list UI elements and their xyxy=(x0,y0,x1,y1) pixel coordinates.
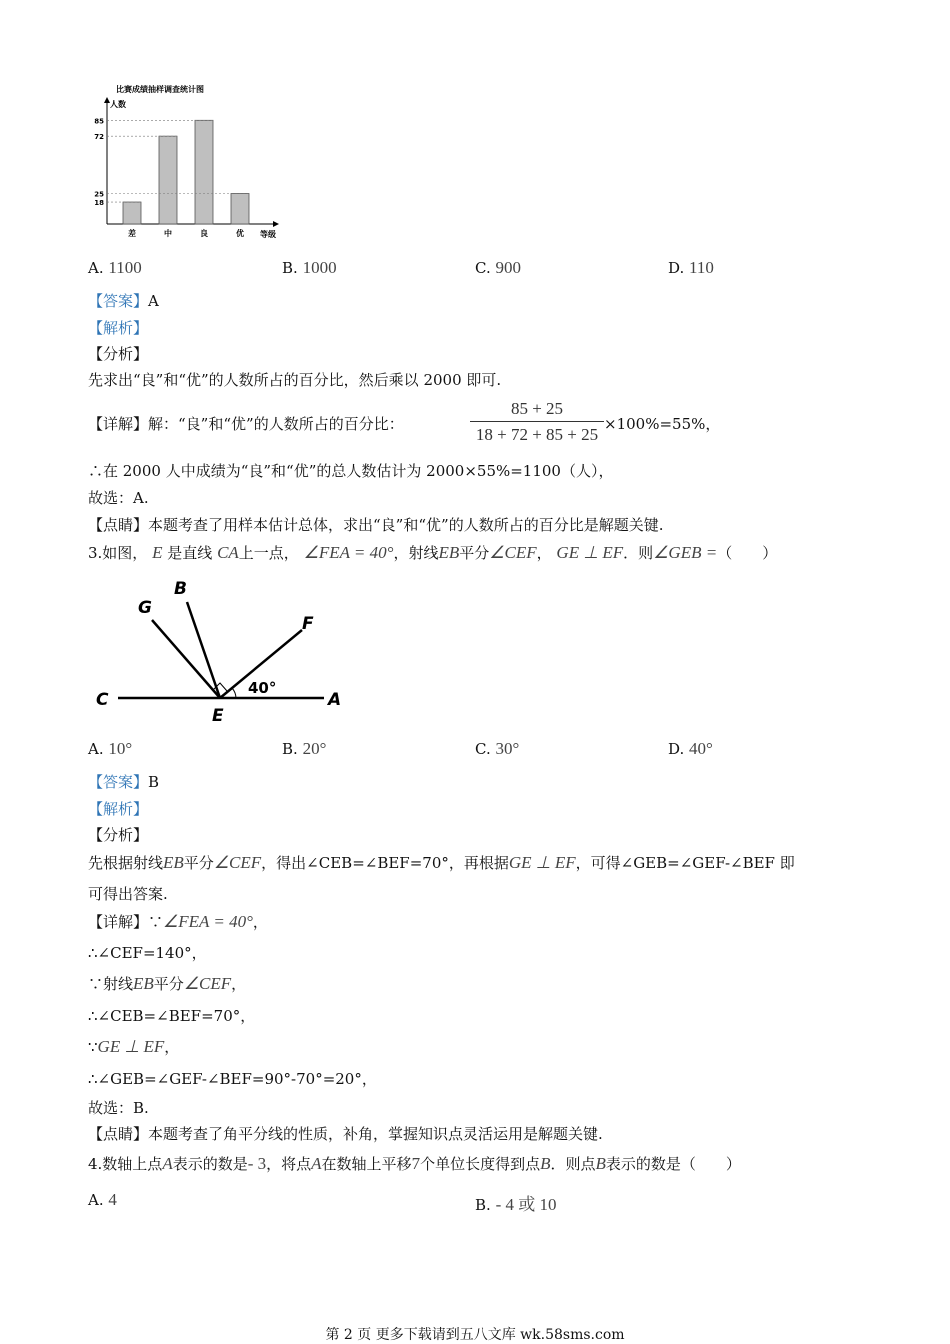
label-g: G xyxy=(138,598,152,618)
tick-label: 25 xyxy=(94,190,104,199)
q3-option-a[interactable] xyxy=(88,739,132,759)
math-perp: GE ⊥ EF xyxy=(556,543,624,562)
chart-ylabel: 人数 xyxy=(110,100,126,109)
category-label: 差 xyxy=(128,229,136,238)
math-cef: ∠CEF xyxy=(489,543,537,562)
stem-text: 个单位长度得到点 xyxy=(420,1155,541,1173)
q2-line-2: ∴在 2000 人中成绩为“良”和“优”的总人数估计为 2000×55%=1100（人）， xyxy=(88,462,614,480)
math-b: B xyxy=(540,1154,551,1173)
label-e: E xyxy=(212,706,224,726)
ray-eb xyxy=(187,602,220,698)
option-letter: A. xyxy=(88,740,104,758)
math-a: A xyxy=(311,1154,322,1173)
math-num: 7 xyxy=(411,1154,421,1173)
chart-title: 比赛成绩抽样调查统计图 xyxy=(116,85,204,94)
fenxi-text: 先根据射线 xyxy=(88,854,164,872)
q3-detail-3 xyxy=(88,974,246,994)
fenxi-text: ，得出∠CEB=∠BEF=70°，再根据 xyxy=(261,854,509,872)
q3-detail-7: 故选：B. xyxy=(88,1099,149,1117)
fenxi-text: ，可得∠GEB=∠GEF-∠BEF 即 xyxy=(575,854,795,872)
stem-text: 上一点， xyxy=(238,544,299,562)
detail-text: ∵ xyxy=(148,913,164,931)
math-angle-fea: ∠FEA = 40° xyxy=(163,912,253,931)
label-c: C xyxy=(96,690,109,710)
stem-text: 表示的数是（ ） xyxy=(605,1155,741,1173)
fraction-bar xyxy=(470,421,604,422)
option-letter: B. xyxy=(282,259,298,277)
q2-option-c[interactable] xyxy=(475,258,521,278)
option-value: 40° xyxy=(689,739,713,758)
page-footer: 第 2 页 更多下载请到五八文库 wk.58sms.com xyxy=(325,1327,625,1343)
label-b: B xyxy=(174,579,187,599)
option-letter: D. xyxy=(668,259,685,277)
q3-fenxi-line-2: 可得出答案. xyxy=(88,885,168,903)
math-num: - 3 xyxy=(247,1154,267,1173)
math-geb: ∠GEB = xyxy=(653,543,718,562)
angle-figure xyxy=(88,572,358,732)
q2-answer xyxy=(88,291,159,311)
q2-line-3: 故选：A. xyxy=(88,489,149,507)
option-value: 110 xyxy=(689,258,714,277)
option-value: 1000 xyxy=(302,258,337,277)
q2-option-b[interactable] xyxy=(282,258,337,278)
math-eb: EB xyxy=(163,853,184,872)
angle-label: 40° xyxy=(248,679,277,697)
category-label: 优 xyxy=(236,229,244,238)
stem-text: ．则 xyxy=(623,544,654,562)
option-letter: B. xyxy=(475,1196,491,1214)
q3-detail-2: ∴∠CEF=140°， xyxy=(88,944,207,962)
option-value: 1100 xyxy=(108,258,142,277)
math-perp: GE ⊥ EF xyxy=(508,853,576,872)
math-eb: EB xyxy=(133,974,154,993)
q2-fenxi-text: 先求出“良”和“优”的人数所占的百分比，然后乘以 2000 即可. xyxy=(88,371,502,389)
stem-text: （ ） xyxy=(717,544,778,562)
q3-detail-1 xyxy=(88,912,268,932)
math-cef: ∠CEF xyxy=(183,974,232,993)
detail-text: 解：“良”和“优”的人数所占的百分比： xyxy=(148,415,404,433)
math-e: E xyxy=(152,543,163,562)
math-eb: EB xyxy=(438,543,460,562)
option-value: - 4 或 10 xyxy=(495,1195,557,1214)
category-label: 良 xyxy=(200,229,208,238)
option-value: 20° xyxy=(302,739,327,758)
q3-stem xyxy=(88,543,777,563)
detail-text: ∵射线 xyxy=(88,975,134,993)
bar xyxy=(159,136,177,224)
q3-fenxi-tag: 【分析】 xyxy=(88,826,149,844)
q3-dianjing xyxy=(88,1124,603,1144)
q2-option-a[interactable] xyxy=(88,258,142,278)
answer-tag: 【答案】 xyxy=(88,773,149,791)
bar-chart xyxy=(88,80,298,250)
math-b: B xyxy=(595,1154,606,1173)
stem-text: ，将点 xyxy=(266,1155,312,1173)
detail-tag: 【详解】 xyxy=(88,913,149,931)
option-letter: D. xyxy=(668,740,685,758)
chart-bars xyxy=(123,120,249,224)
stem-text: 4.数轴上点 xyxy=(88,1155,163,1173)
option-value: 10° xyxy=(108,739,133,758)
detail-tail: ×100%=55%， xyxy=(604,415,721,433)
tick-label: 72 xyxy=(94,133,104,142)
ray-eg xyxy=(152,620,220,698)
stem-text: 3.如图， xyxy=(88,544,148,562)
dianjing-tag: 【点睛】 xyxy=(88,516,149,534)
q2-fenxi-tag: 【分析】 xyxy=(88,345,149,363)
option-value: 4 xyxy=(108,1190,117,1209)
angle-arc xyxy=(232,688,236,698)
q4-option-a[interactable] xyxy=(88,1190,117,1210)
detail-tag: 【详解】 xyxy=(88,415,149,433)
dianjing-text: 本题考查了用样本估计总体，求出“良”和“优”的人数所占的百分比是解题关键. xyxy=(148,516,664,534)
option-letter: B. xyxy=(282,740,298,758)
q3-fenxi-line-1 xyxy=(88,853,795,873)
q2-dianjing xyxy=(88,515,663,535)
q2-analysis-tag: 【解析】 xyxy=(88,319,149,337)
answer-value: B xyxy=(148,773,160,791)
stem-text: 平分 xyxy=(459,544,490,562)
math-cef: ∠CEF xyxy=(213,853,262,872)
stem-text: 是直线 xyxy=(167,544,213,562)
q3-analysis-tag: 【解析】 xyxy=(88,800,149,818)
stem-text: 表示的数是 xyxy=(172,1155,248,1173)
tick-label: 85 xyxy=(94,117,104,126)
option-value: 30° xyxy=(495,739,520,758)
q2-option-d[interactable] xyxy=(668,258,714,278)
answer-tag: 【答案】 xyxy=(88,292,149,310)
chart-xlabel: 等级 xyxy=(260,230,276,239)
detail-text: ， xyxy=(231,975,247,993)
stem-text: ，射线 xyxy=(393,544,439,562)
fenxi-text: 平分 xyxy=(183,854,214,872)
q2-detail xyxy=(88,414,404,434)
option-letter: A. xyxy=(88,259,104,277)
label-a: A xyxy=(328,690,342,710)
detail-text: ∵ xyxy=(88,1038,98,1056)
chart-categories xyxy=(128,228,244,238)
answer-value: A xyxy=(148,292,159,310)
stem-text: ， xyxy=(536,544,552,562)
x-axis-arrow xyxy=(273,221,279,227)
bar xyxy=(195,120,213,224)
math-perp: GE ⊥ EF xyxy=(97,1037,165,1056)
detail-text: ， xyxy=(164,1038,180,1056)
label-f: F xyxy=(302,614,314,634)
q3-detail-6: ∴∠GEB=∠GEF-∠BEF=90°-70°=20°， xyxy=(88,1070,377,1088)
category-label: 中 xyxy=(164,229,172,238)
stem-text: 在数轴上平移 xyxy=(321,1155,412,1173)
q3-option-c[interactable] xyxy=(475,739,519,759)
option-letter: C. xyxy=(475,740,491,758)
dianjing-tag: 【点睛】 xyxy=(88,1125,149,1143)
math-ca: CA xyxy=(217,543,239,562)
fraction-numerator: 85 + 25 xyxy=(510,399,564,418)
q4-option-b[interactable] xyxy=(475,1190,557,1215)
stem-text: ．则点 xyxy=(550,1155,596,1173)
bar xyxy=(123,202,141,224)
math-a: A xyxy=(162,1154,173,1173)
dianjing-text: 本题考查了角平分线的性质，补角，掌握知识点灵活运用是解题关键. xyxy=(148,1125,603,1143)
detail-text: 平分 xyxy=(153,975,184,993)
option-letter: C. xyxy=(475,259,491,277)
bar xyxy=(231,194,249,225)
fraction-denominator: 18 + 72 + 85 + 25 xyxy=(475,425,599,444)
q4-stem xyxy=(88,1154,741,1174)
option-letter: A. xyxy=(88,1191,104,1209)
q3-detail-4: ∴∠CEB=∠BEF=70°， xyxy=(88,1007,256,1025)
option-value: 900 xyxy=(495,258,521,277)
q3-option-d[interactable] xyxy=(668,739,713,759)
detail-text: ， xyxy=(252,913,268,931)
q3-option-b[interactable] xyxy=(282,739,326,759)
math-angle-fea: ∠FEA = 40° xyxy=(303,543,394,562)
q3-answer xyxy=(88,772,159,792)
tick-label: 18 xyxy=(94,199,104,208)
q3-detail-5 xyxy=(88,1037,179,1057)
fraction xyxy=(470,398,604,446)
